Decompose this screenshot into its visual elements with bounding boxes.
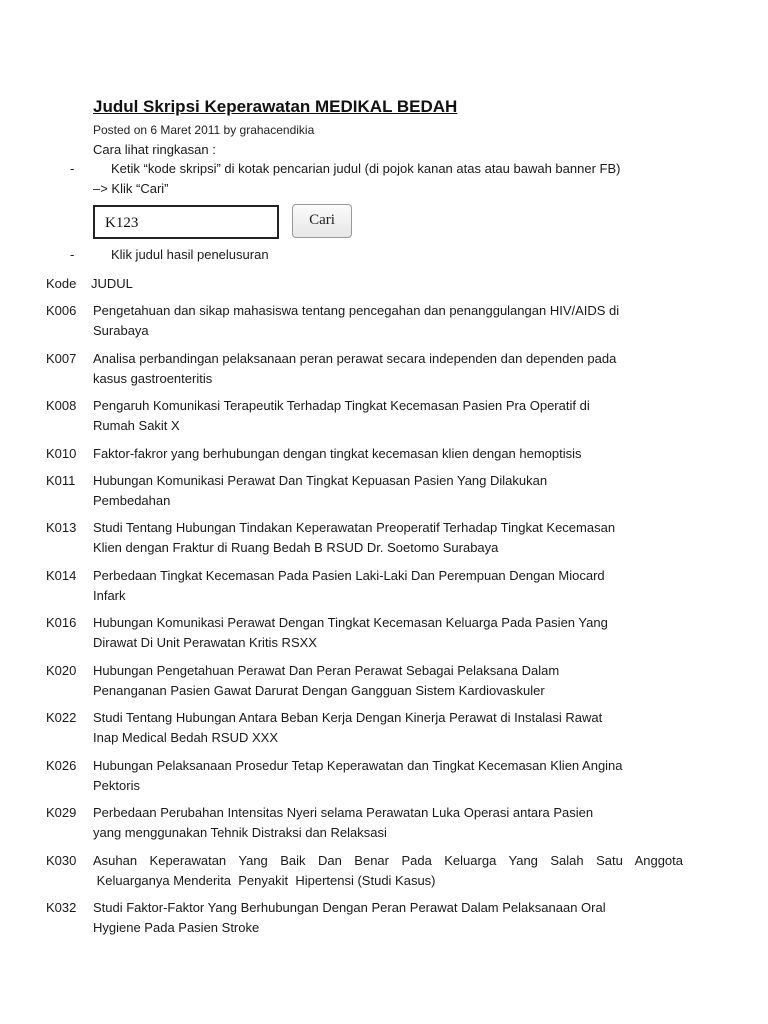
header-code: Kode bbox=[46, 276, 77, 291]
item-title: Hubungan Komunikasi Perawat Dengan Tingkat Kecemasan Keluarga Pada Pasien Yang Dirawat Di Unit Perawatan Kritis RSXX bbox=[93, 615, 608, 650]
item-title: Faktor-fakror yang berhubungan dengan tingkat kecemasan klien dengan hemoptisis bbox=[93, 445, 582, 461]
item-title: Hubungan Pengetahuan Perawat Dan Peran Perawat Sebagai Pelaksana Dalam Penanganan Pasien Gawat Darurat Dengan Gangguan Sistem Kardiovaskuler bbox=[93, 662, 560, 698]
list-item bbox=[46, 518, 686, 566]
item-code: K026 bbox=[46, 757, 77, 773]
posted-meta: Posted on 6 Maret 2011 by grahacendikia bbox=[93, 123, 315, 137]
list-item bbox=[46, 444, 686, 471]
item-code: K032 bbox=[46, 900, 77, 915]
search-input[interactable]: K123 bbox=[93, 205, 279, 239]
item-title: Perbedaan Tingkat Kecemasan Pada Pasien Laki-Laki Dan Perempuan Dengan Miocard Infark bbox=[93, 567, 605, 603]
item-code: K030 bbox=[46, 852, 77, 868]
list-item bbox=[46, 349, 686, 397]
list-item bbox=[46, 613, 686, 661]
list-item bbox=[46, 803, 686, 851]
search-button[interactable]: Cari bbox=[292, 204, 352, 238]
item-title: Pengetahuan dan sikap mahasiswa tentang pencegahan dan penanggulangan HIV/AIDS di Surabaya bbox=[93, 303, 620, 338]
list-item bbox=[46, 396, 686, 444]
instruction-step-1: Ketik “kode skripsi” di kotak pencarian judul (di pojok kanan atas atau bawah banner FB) bbox=[111, 161, 621, 176]
thesis-list bbox=[46, 301, 686, 946]
list-item bbox=[46, 708, 686, 756]
list-item bbox=[46, 301, 686, 349]
item-code: K011 bbox=[46, 472, 76, 488]
item-code: K013 bbox=[46, 520, 77, 535]
item-code: K016 bbox=[46, 615, 77, 630]
item-code: K020 bbox=[46, 662, 77, 678]
item-title: Studi Tentang Hubungan Tindakan Keperawatan Preoperatif Terhadap Tingkat Kecemasan Klien dengan Fraktur di Ruang Bedah B RSUD Dr. Soetomo Surabaya bbox=[93, 520, 616, 555]
list-item bbox=[46, 471, 686, 519]
instruction-step-1-cont: –> Klik “Cari” bbox=[93, 181, 169, 196]
item-title: Pengaruh Komunikasi Terapeutik Terhadap Tingkat Kecemasan Pasien Pra Operatif di Rumah Sakit X bbox=[93, 398, 590, 433]
item-code: K008 bbox=[46, 398, 77, 413]
item-title: Studi Faktor-Faktor Yang Berhubungan Dengan Peran Perawat Dalam Pelaksanaan Oral Hygiene Pada Pasien Stroke bbox=[93, 900, 606, 935]
list-item bbox=[46, 851, 686, 899]
item-title: Hubungan Pelaksanaan Prosedur Tetap Keperawatan dan Tingkat Kecemasan Klien Angina Pektoris bbox=[93, 757, 623, 793]
list-item bbox=[46, 566, 686, 614]
list-dash: - bbox=[70, 161, 75, 176]
list-item bbox=[46, 756, 686, 804]
list-item bbox=[46, 898, 686, 946]
item-code: K014 bbox=[46, 567, 77, 583]
list-item bbox=[46, 661, 686, 709]
item-title: Hubungan Komunikasi Perawat Dan Tingkat Kepuasan Pasien Yang Dilakukan Pembedahan bbox=[93, 472, 548, 508]
item-title: Perbedaan Perubahan Intensitas Nyeri selama Perawatan Luka Operasi antara Pasien yang menggunakan Tehnik Distraksi dan Relaksasi bbox=[93, 805, 594, 840]
item-code: K006 bbox=[46, 303, 77, 318]
item-code: K029 bbox=[46, 805, 77, 820]
item-title: Studi Tentang Hubungan Antara Beban Kerja Dengan Kinerja Perawat di Instalasi Rawat Inap Medical Bedah RSUD XXX bbox=[93, 710, 603, 745]
instructions-heading: Cara lihat ringkasan : bbox=[93, 142, 216, 157]
item-code: K022 bbox=[46, 710, 77, 725]
item-code: K007 bbox=[46, 350, 77, 366]
item-title: Asuhan Keperawatan Yang Baik Dan Benar Pada Keluarga Yang Salah Satu Anggota Keluarganya Menderita Penyakit Hipertensi (Studi Kasus) bbox=[93, 852, 683, 888]
item-title: Analisa perbandingan pelaksanaan peran perawat secara independen dan dependen pada kasus gastroenteritis bbox=[93, 350, 617, 386]
list-dash: - bbox=[70, 247, 75, 262]
instruction-step-2: Klik judul hasil penelusuran bbox=[111, 247, 269, 262]
header-title: JUDUL bbox=[91, 276, 133, 291]
article-title[interactable]: Judul Skripsi Keperawatan MEDIKAL BEDAH bbox=[93, 97, 458, 116]
item-code: K010 bbox=[46, 445, 77, 461]
